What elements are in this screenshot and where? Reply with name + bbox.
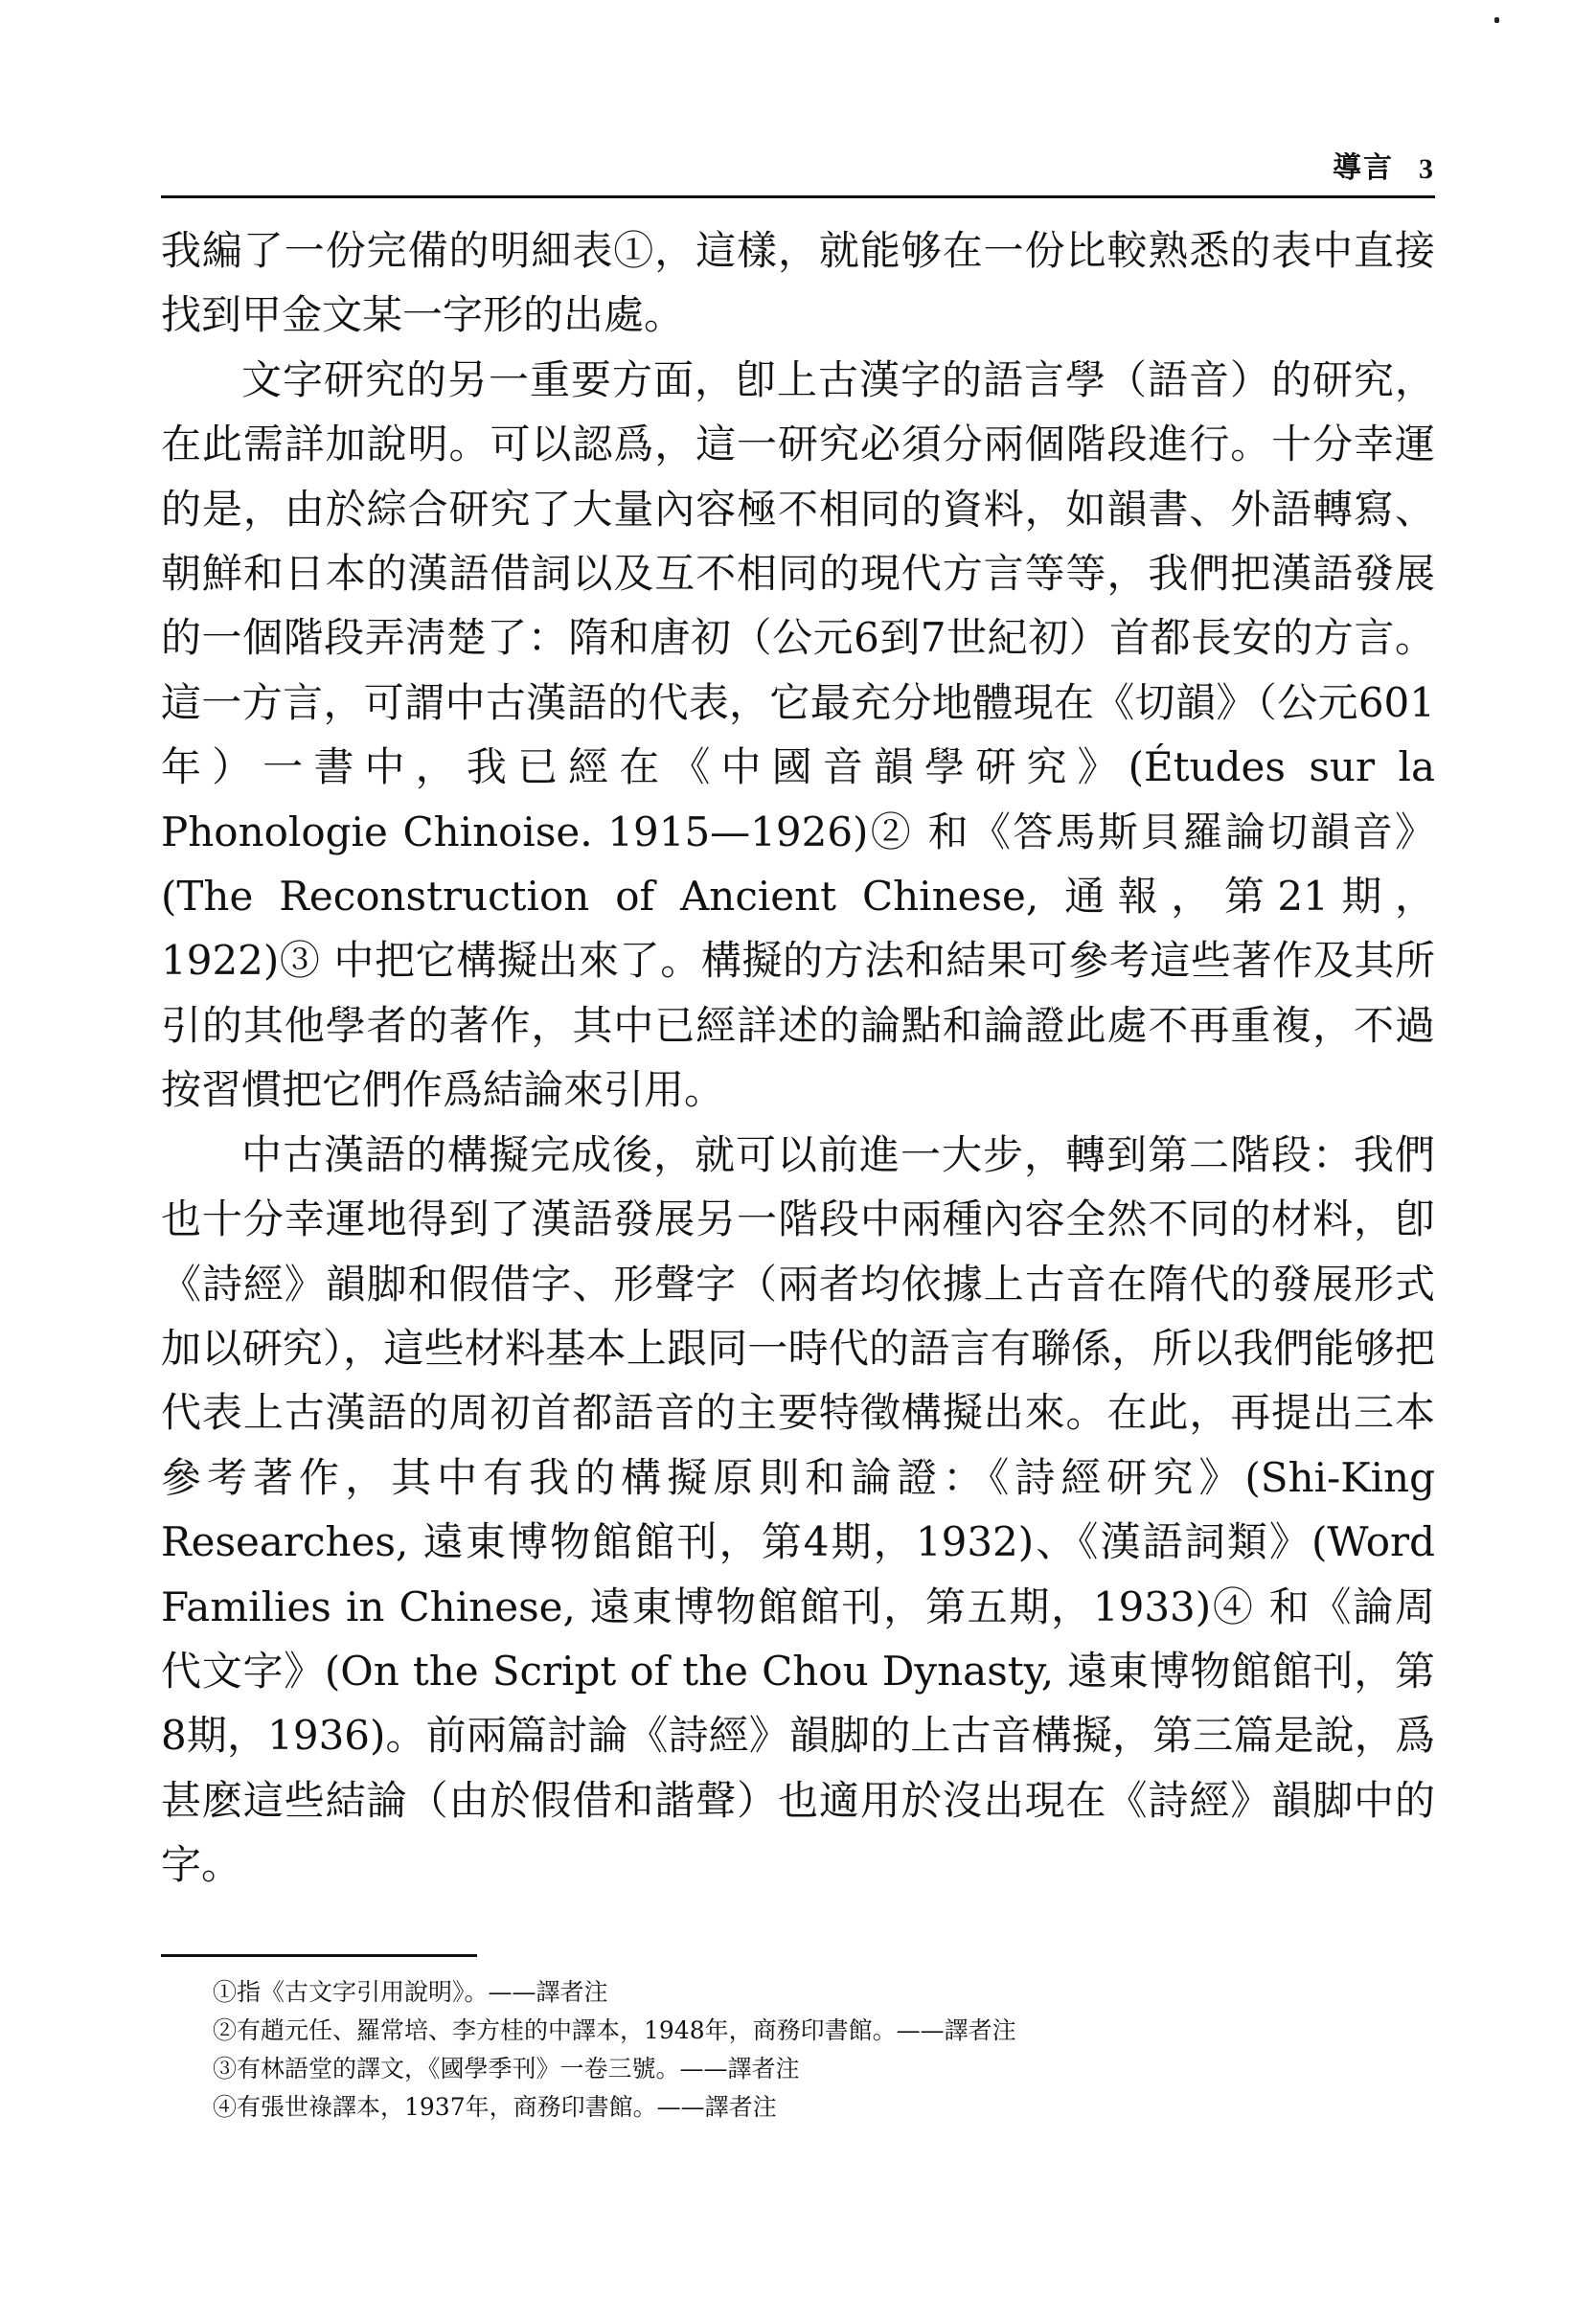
scan-speck (1494, 17, 1499, 23)
footnote-rule (161, 1954, 477, 1957)
header-rule (161, 195, 1435, 198)
footnotes (213, 1973, 1410, 2127)
footnote-3: ③有林語堂的譯文，《國學季刊》一卷三號。——譯者注 (213, 2055, 800, 2083)
running-title: 導言 (1333, 151, 1394, 185)
footnote-1: ①指《古文字引用說明》。——譯者注 (213, 1978, 608, 2006)
page-number: 3 (1419, 153, 1435, 185)
body-text (161, 218, 1435, 1898)
paragraph-phonology: 文字研究的另一重要方面，卽上古漢字的語言學（語音）的研究，在此需詳加說明。可以認爲，這一研究必須分兩個階段進行。十分幸運的是，由於綜合研究了大量內容極不相同的資料，如韻書、外語轉寫、朝鮮和日本的漢語借詞以及互不相同的現代方言等等，我們把漢語發展的一個階段弄淸楚了：隋和唐初（公元6到7世紀初）首都長安的方言。這一方言，可謂中古漢語的代表，它最充分地體現在《切韻》（公元601年）一書中，我已經在《中國音韻學硏究》(Études sur la Phonologie Chinoise. 1915—1926)② 和《答馬斯貝羅論切韻音》(The Reconstruction of Ancient Chinese, 通報，第21期，1922)③ 中把它構擬出來了。構擬的方法和結果可參考這些著作及其所引的其他學者的著作，其中已經詳述的論點和論證此處不再重複，不過按習慣把它們作爲結論來引用。 (161, 355, 1435, 1114)
paragraph-continuation: 我編了一份完備的明細表①，這樣，就能够在一份比較熟悉的表中直接找到甲金文某一字形的出處。 (161, 227, 1435, 339)
footnote-2: ②有趙元任、羅常培、李方桂的中譯本，1948年，商務印書館。——譯者注 (213, 2016, 1016, 2044)
paragraph-reconstruction: 中古漢語的構擬完成後，就可以前進一大步，轉到第二階段：我們也十分幸運地得到了漢語發展另一階段中兩種內容全然不同的材料，卽《詩經》韻脚和假借字、形聲字（兩者均依據上古音在隋代的發展形式加以硏究），這些材料基本上跟同一時代的語言有聯係，所以我們能够把代表上古漢語的周初首都語音的主要特徵構擬出來。在此，再提出三本參考著作，其中有我的構擬原則和論證：《詩經研究》(Shi-King Researches, 遠東博物館館刊，第4期，1932)、《漢語詞類》(Word Families in Chinese, 遠東博物館館刊，第五期，1933)④ 和《論周代文字》(On the Script of the Chou Dynasty, 遠東博物館館刊，第8期，1936)。前兩篇討論《詩經》韻脚的上古音構擬，第三篇是說，爲甚麽這些結論（由於假借和諧聲）也適用於沒出現在《詩經》韻脚中的字。 (161, 1130, 1435, 1889)
footnote-4: ④有張世祿譯本，1937年，商務印書館。——譯者注 (213, 2093, 777, 2121)
page-header (161, 144, 1435, 186)
